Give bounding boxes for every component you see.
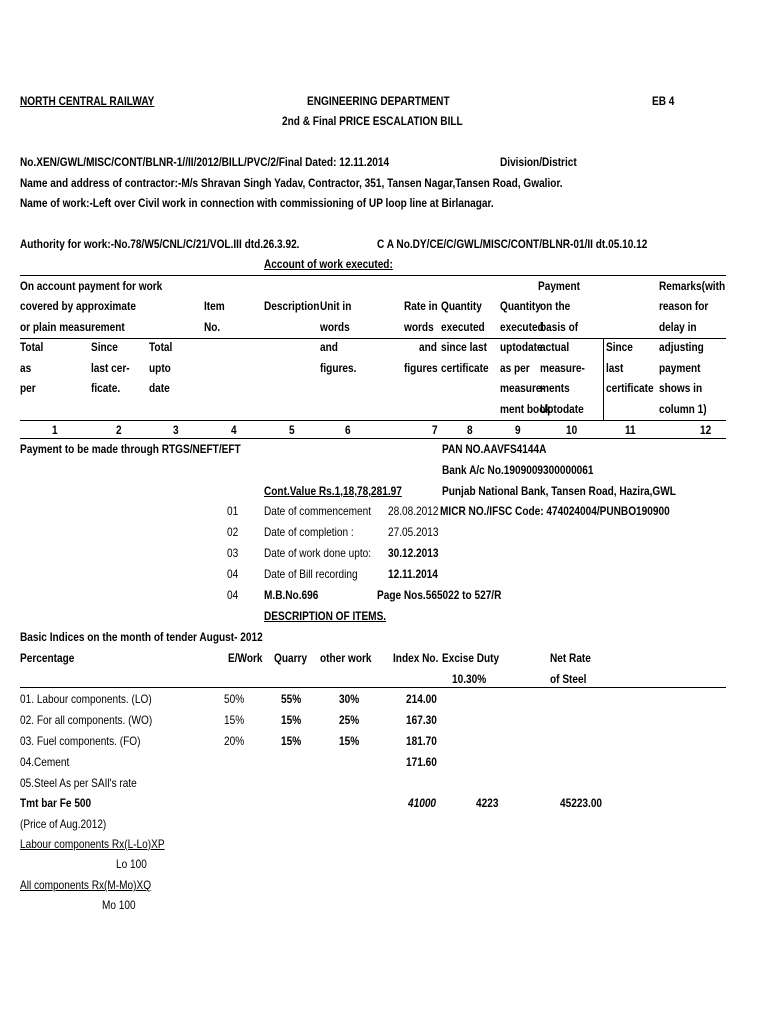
col-number-6: 6 <box>345 423 351 437</box>
index-row-quarry: 55% <box>281 692 302 706</box>
qty-up-h2: executed <box>500 320 544 334</box>
header-mid-rule <box>20 338 726 339</box>
form-code: EB 4 <box>652 94 675 108</box>
col-number-10: 10 <box>566 423 578 437</box>
excise-percent: 10.30% <box>452 672 487 686</box>
index-no-header: Index No. <box>393 651 439 665</box>
contract-value: Cont.Value Rs.1,18,78,281.97 <box>264 484 402 498</box>
qty-up-h5: measure- <box>500 381 545 395</box>
since-h3: certificate <box>606 381 654 395</box>
index-row-label: 03. Fuel components. (FO) <box>20 734 141 748</box>
index-row-quarry: 15% <box>281 713 302 727</box>
remarks-h5: payment <box>659 361 701 375</box>
index-row-label: 02. For all components. (WO) <box>20 713 153 727</box>
sub-since-h1: Since <box>91 340 118 354</box>
sub-total2-h3: date <box>149 381 170 395</box>
sub-total-h2: as <box>20 361 32 375</box>
net-rate-header: Net Rate <box>550 651 591 665</box>
pan-number: PAN NO.AAVFS4144A <box>442 442 547 456</box>
bank-name: Punjab National Bank, Tansen Road, Hazira,GWL <box>442 484 676 498</box>
remarks-h4: adjusting <box>659 340 704 354</box>
all-formula-denominator: Mo 100 <box>102 898 136 912</box>
col-number-rule <box>20 438 726 439</box>
division-label: Division/District <box>500 155 577 169</box>
index-row-label: 04.Cement <box>20 755 70 769</box>
of-steel-header: of Steel <box>550 672 587 686</box>
qty-header-4: certificate <box>441 361 489 375</box>
ca-number: C A No.DY/CE/C/GWL/MISC/CONT/BLNR-01/II dt.05.10.12 <box>377 237 648 251</box>
remarks-h3: delay in <box>659 320 697 334</box>
steel-label: Tmt bar Fe 500 <box>20 796 92 810</box>
other-work-header: other work <box>320 651 372 665</box>
index-row-ework: 50% <box>224 692 245 706</box>
col-number-4: 4 <box>231 423 237 437</box>
item-header-1: Item <box>204 299 225 313</box>
date-row-no: 02 <box>227 525 239 539</box>
rate-header-1: Rate in <box>404 299 438 313</box>
col-number-12: 12 <box>700 423 712 437</box>
unit-header-4: figures. <box>320 361 357 375</box>
rate-header-3: and <box>419 340 437 354</box>
ework-header: E/Work <box>228 651 263 665</box>
date-row-no: 03 <box>227 546 239 560</box>
pay-h1: on the <box>540 299 571 313</box>
sub-total2-h2: upto <box>149 361 171 375</box>
date-row-value: 27.05.2013 <box>388 525 439 539</box>
item-header-2: No. <box>204 320 221 334</box>
contractor-info: Name and address of contractor:-M/s Shravan Singh Yadav, Contractor, 351, Tansen Nagar,Tansen Road, Gwalior. <box>20 176 563 190</box>
table-top-rule <box>20 275 726 276</box>
col1-line3: or plain measurement <box>20 320 125 334</box>
bill-number: No.XEN/GWL/MISC/CONT/BLNR-1//II/2012/BILL/PVC/2/Final Dated: 12.11.2014 <box>20 155 390 169</box>
col-number-1: 1 <box>52 423 58 437</box>
steel-excise: 4223 <box>476 796 499 810</box>
index-row-ework: 15% <box>224 713 245 727</box>
index-row-other: 25% <box>339 713 360 727</box>
unit-header-2: words <box>320 320 350 334</box>
date-row-no: 01 <box>227 504 239 518</box>
pay-h3: actual <box>540 340 570 354</box>
mb-number: M.B.No.696 <box>264 588 319 602</box>
remarks-h2: reason for <box>659 299 709 313</box>
qty-up-h3: uptodate <box>500 340 543 354</box>
micr-code: MICR NO./IFSC Code: 474024004/PUNBO190900 <box>440 504 670 518</box>
account-title: Account of work executed: <box>264 257 393 271</box>
pay-h2: basis of <box>540 320 579 334</box>
pay-h4: measure- <box>540 361 585 375</box>
quarry-header: Quarry <box>274 651 308 665</box>
department-name: ENGINEERING DEPARTMENT <box>307 94 450 108</box>
price-note: (Price of Aug.2012) <box>20 817 107 831</box>
index-row-other: 30% <box>339 692 360 706</box>
col-number-7: 7 <box>432 423 438 437</box>
percentage-header: Percentage <box>20 651 75 665</box>
pay-h5: ments <box>540 381 570 395</box>
sub-since-h3: ficate. <box>91 381 121 395</box>
sub-total-h1: Total <box>20 340 44 354</box>
index-row-value: 167.30 <box>406 713 437 727</box>
qty-up-h1: Quantity <box>500 299 541 313</box>
qty-header-2: executed <box>441 320 485 334</box>
col1-line1: On account payment for work <box>20 279 163 293</box>
col-number-8: 8 <box>467 423 473 437</box>
remarks-h7: column 1) <box>659 402 707 416</box>
pay-h6: Uptodate <box>540 402 584 416</box>
rate-header-2: words <box>404 320 434 334</box>
col-number-11: 11 <box>625 423 636 437</box>
labour-formula: Labour components Rx(L-Lo)XP <box>20 837 165 851</box>
authority-info: Authority for work:-No.78/W5/CNL/C/21/VOL.III dtd.26.3.92. <box>20 237 300 251</box>
index-row-value: 171.60 <box>406 755 437 769</box>
steel-net-rate: 45223.00 <box>560 796 603 810</box>
payment-mode: Payment to be made through RTGS/NEFT/EFT <box>20 442 241 456</box>
work-name: Name of work:-Left over Civil work in connection with commissioning of UP loop line at Birlanagar. <box>20 196 494 210</box>
sub-total2-h1: Total <box>149 340 173 354</box>
rate-header-4: figures <box>404 361 438 375</box>
excise-duty-header: Excise Duty <box>442 651 500 665</box>
index-row-other: 15% <box>339 734 360 748</box>
col-number-9: 9 <box>515 423 521 437</box>
date-row-label: Date of commencement <box>264 504 372 518</box>
mb-row-no: 04 <box>227 588 239 602</box>
index-row-quarry: 15% <box>281 734 302 748</box>
col1-line2: covered by approximate <box>20 299 136 313</box>
date-row-value: 28.08.2012 <box>388 504 439 518</box>
description-title: DESCRIPTION OF ITEMS. <box>264 609 387 623</box>
qty-header-3: since last <box>441 340 487 354</box>
indices-rule <box>20 687 726 688</box>
qty-uptodate-header <box>500 299 551 419</box>
bill-title: 2nd & Final PRICE ESCALATION BILL <box>282 114 463 128</box>
date-row-label: Date of completion : <box>264 525 354 539</box>
since-h1: Since <box>606 340 633 354</box>
date-row-no: 04 <box>227 567 239 581</box>
indices-title: Basic Indices on the month of tender August- 2012 <box>20 630 263 644</box>
remarks-h6: shows in <box>659 381 703 395</box>
mb-pages: Page Nos.565022 to 527/R <box>377 588 502 602</box>
since-col-rule <box>603 338 604 420</box>
index-row-value: 181.70 <box>406 734 437 748</box>
header-bottom-rule <box>20 420 726 421</box>
all-formula: All components Rx(M-Mo)XQ <box>20 878 152 892</box>
col-number-5: 5 <box>289 423 295 437</box>
qty-up-h4: as per <box>500 361 530 375</box>
col-number-2: 2 <box>116 423 122 437</box>
date-row-label: Date of Bill recording <box>264 567 358 581</box>
payment-header-title: Payment <box>538 279 581 293</box>
labour-formula-denominator: Lo 100 <box>116 857 147 871</box>
date-row-value: 30.12.2013 <box>388 546 439 560</box>
date-row-value: 12.11.2014 <box>388 567 438 581</box>
qty-up-h6: ment book <box>500 402 551 416</box>
index-row-ework: 20% <box>224 734 245 748</box>
col-number-3: 3 <box>173 423 179 437</box>
qty-header-1: Quantity <box>441 299 482 313</box>
date-row-label: Date of work done upto: <box>264 546 372 560</box>
steel-index: 41000 <box>408 796 437 810</box>
index-row-label: 01. Labour components. (LO) <box>20 692 152 706</box>
index-row-value: 214.00 <box>406 692 437 706</box>
since-h2: last <box>606 361 624 375</box>
description-header: Description <box>264 299 320 313</box>
bank-account: Bank A/c No.1909009300000061 <box>442 463 594 477</box>
railway-name: NORTH CENTRAL RAILWAY <box>20 94 155 108</box>
index-row-label: 05.Steel As per SAIl's rate <box>20 776 137 790</box>
sub-total-h3: per <box>20 381 36 395</box>
remarks-h1: Remarks(with <box>659 279 726 293</box>
unit-header-3: and <box>320 340 338 354</box>
sub-since-h2: last cer- <box>91 361 130 375</box>
unit-header-1: Unit in <box>320 299 352 313</box>
